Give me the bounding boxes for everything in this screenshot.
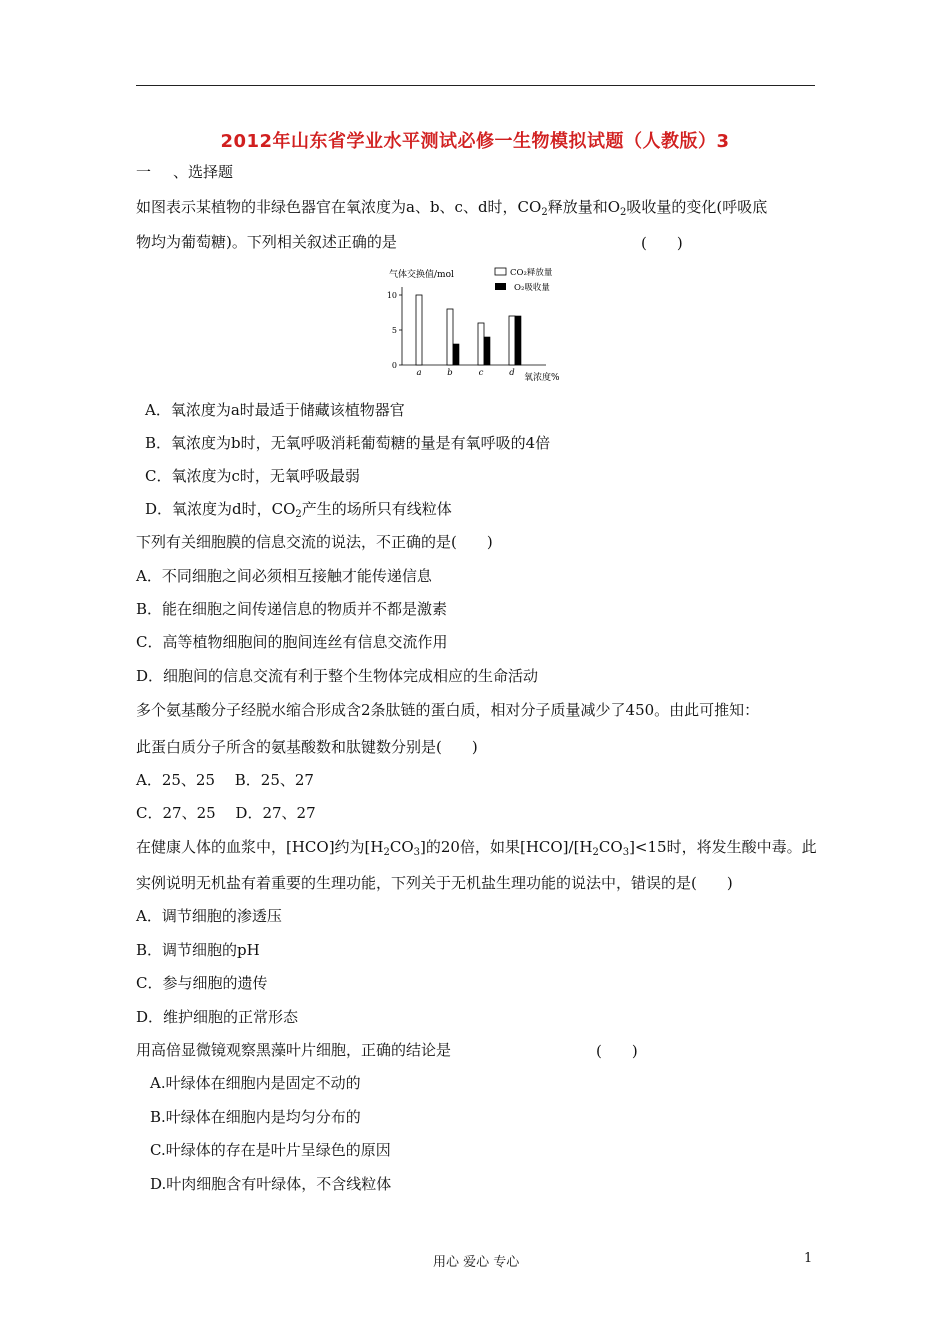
q5-option-a: A.叶绿体在细胞内是固定不动的 xyxy=(150,1074,361,1092)
q5-option-b: B.叶绿体在细胞内是均匀分布的 xyxy=(150,1108,361,1126)
q2-option-b: B．能在细胞之间传递信息的物质并不都是激素 xyxy=(136,600,448,618)
chart-xtick-label: a xyxy=(416,368,422,378)
q2-stem: 下列有关细胞膜的信息交流的说法，不正确的是( ) xyxy=(136,533,493,551)
q3-stem-line1: 多个氨基酸分子经脱水缩合形成含2条肽链的蛋白质，相对分子质量减少了450。由此可推知： xyxy=(136,701,760,719)
q1-option-d: D．氧浓度为d时，$CO_2$产生的场所只有线粒体 xyxy=(145,500,452,520)
chart-legend xyxy=(495,267,553,293)
chart-xtick-label: d xyxy=(509,368,515,378)
q2-option-d: D．细胞间的信息交流有利于整个生物体完成相应的生命活动 xyxy=(136,667,539,685)
legend-swatch-co2 xyxy=(495,268,506,275)
q1-stem-line1: 如图表示某植物的非绿色器官在氧浓度为a、b、c、d时，$CO_2$释放量和$O_2$吸收量的变化(呼吸底 xyxy=(136,198,768,218)
q3-stem-line2: 此蛋白质分子所含的氨基酸数和肽键数分别是( ) xyxy=(136,738,478,756)
legend-label-o2: O₂吸收量 xyxy=(514,283,550,293)
chart-ytick-label: 0 xyxy=(391,361,397,370)
section-heading: 一 、选择题 xyxy=(136,163,234,181)
q1-bar-chart xyxy=(378,262,578,386)
page-title: 2012年山东省学业水平测试必修一生物模拟试题（人教版）3 xyxy=(220,131,730,152)
chart-ylabel: 气体交换值/mol xyxy=(389,270,454,280)
bar-co2-b xyxy=(447,309,453,365)
q3-options-row2: C．27、25 D．27、27 xyxy=(136,804,316,822)
q4-option-d: D．维护细胞的正常形态 xyxy=(136,1008,299,1026)
page-number: 1 xyxy=(804,1251,813,1266)
q1-option-b: B．氧浓度为b时，无氧呼吸消耗葡萄糖的量是有氧呼吸的4倍 xyxy=(145,434,551,452)
q4-stem-line2: 实例说明无机盐有着重要的生理功能，下列关于无机盐生理功能的说法中，错误的是( ) xyxy=(136,874,733,892)
q3-options-row1: A．25、25 B．25、27 xyxy=(136,771,314,789)
bar-o2-b xyxy=(453,344,459,365)
q4-option-a: A．调节细胞的渗透压 xyxy=(136,907,282,925)
chart-xtick-label: b xyxy=(447,368,453,378)
q5-option-d: D.叶肉细胞含有叶绿体，不含线粒体 xyxy=(150,1175,392,1193)
q1-option-a: A．氧浓度为a时最适于储藏该植物器官 xyxy=(145,401,405,419)
chart-ytick-label: 5 xyxy=(391,326,397,335)
q4-option-c: C．参与细胞的遗传 xyxy=(136,974,268,992)
q2-option-a: A．不同细胞之间必须相互接触才能传递信息 xyxy=(136,567,432,585)
q1-stem-line2: 物均为葡萄糖)。下列相关叙述正确的是 xyxy=(136,233,397,251)
q4-option-b: B．调节细胞的pH xyxy=(136,941,260,959)
q2-option-c: C．高等植物细胞间的胞间连丝有信息交流作用 xyxy=(136,633,448,651)
bar-o2-d xyxy=(515,316,521,365)
bar-o2-c xyxy=(484,337,490,365)
footer-slogan: 用心 爱心 专心 xyxy=(433,1255,520,1270)
q1-option-c: C．氧浓度为c时，无氧呼吸最弱 xyxy=(145,467,360,485)
chart-ytick-label: 10 xyxy=(386,291,397,300)
legend-label-co2: CO₂释放量 xyxy=(510,268,553,278)
q5-stem: 用高倍显微镜观察黑藻叶片细胞，正确的结论是 xyxy=(136,1041,452,1059)
q5-answer-bracket: ( ) xyxy=(596,1042,638,1060)
chart-xlabel: 氧浓度% xyxy=(524,373,560,383)
bar-co2-d xyxy=(509,316,515,365)
bar-co2-a xyxy=(416,295,422,365)
legend-swatch-o2 xyxy=(495,283,506,290)
header-rule xyxy=(136,85,815,86)
q5-option-c: C.叶绿体的存在是叶片呈绿色的原因 xyxy=(150,1141,391,1159)
q4-stem-line1: 在健康人体的血浆中，[HCO]约为$[H_2CO_3]$的20倍，如果$[HCO]/[H_2CO_3]<15$时，将发生酸中毒。此 xyxy=(136,838,817,858)
q1-answer-bracket: ( ) xyxy=(641,234,683,252)
chart-xtick-label: c xyxy=(478,368,484,378)
bar-co2-c xyxy=(478,323,484,365)
